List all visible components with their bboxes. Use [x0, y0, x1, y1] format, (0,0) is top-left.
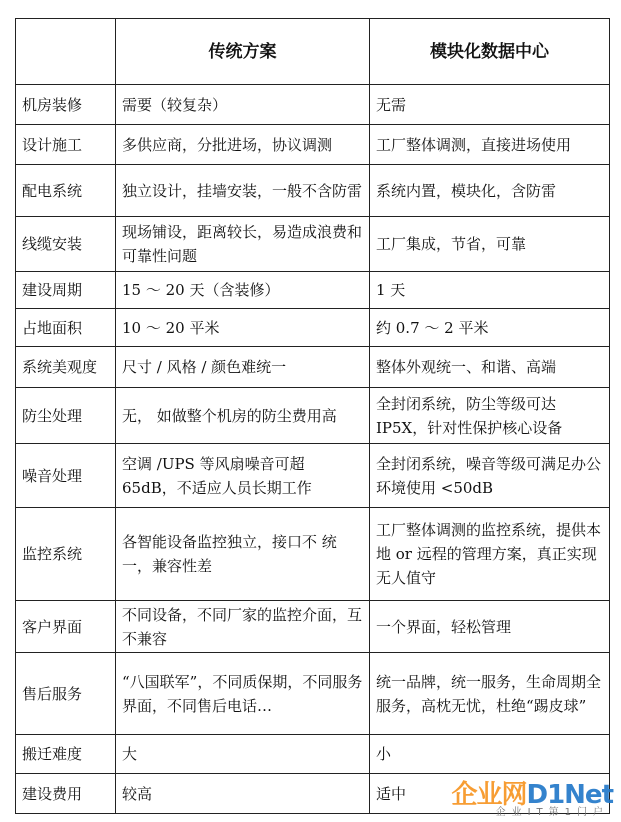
traditional-cell: 各智能设备监控独立，接口不 统一，兼容性差 — [116, 508, 370, 601]
modular-cell: 工厂整体调测的监控系统，提供本地 or 远程的管理方案，真正实现无人值守 — [370, 508, 610, 601]
table-row — [16, 735, 610, 774]
table-row — [16, 444, 610, 508]
table-row — [16, 508, 610, 601]
row-label: 配电系统 — [16, 165, 116, 217]
traditional-cell: 不同设备，不同厂家的监控介面，互不兼容 — [116, 601, 370, 653]
row-label: 防尘处理 — [16, 388, 116, 444]
traditional-cell: 需要（较复杂） — [116, 85, 370, 125]
row-label: 搬迁难度 — [16, 735, 116, 774]
table-row — [16, 165, 610, 217]
traditional-cell: 10 ～ 20 平米 — [116, 309, 370, 347]
table-row — [16, 309, 610, 347]
traditional-cell: 无， 如做整个机房的防尘费用高 — [116, 388, 370, 444]
header-cell: 模块化数据中心 — [370, 19, 610, 85]
traditional-cell: 独立设计，挂墙安装，一般不含防雷 — [116, 165, 370, 217]
modular-cell: 工厂整体调测，直接进场使用 — [370, 125, 610, 165]
row-label: 系统美观度 — [16, 347, 116, 388]
traditional-cell: 尺寸 / 风格 / 颜色难统一 — [116, 347, 370, 388]
row-label: 监控系统 — [16, 508, 116, 601]
modular-cell: 统一品牌，统一服务，生命周期全服务，高枕无忧，杜绝“踢皮球” — [370, 653, 610, 735]
watermark-brand-a: 企业网 — [451, 780, 527, 810]
table-row — [16, 125, 610, 165]
modular-cell: 无需 — [370, 85, 610, 125]
row-label: 设计施工 — [16, 125, 116, 165]
watermark-brand-b: D1Net — [526, 780, 613, 810]
traditional-cell: 多供应商，分批进场，协议调测 — [116, 125, 370, 165]
comparison-table — [15, 18, 610, 814]
traditional-cell: 空调 /UPS 等风扇噪音可超 65dB，不适应人员长期工作 — [116, 444, 370, 508]
table-row — [16, 347, 610, 388]
watermark-tagline: 企业IT第1门户 — [495, 807, 609, 818]
header-cell: 传统方案 — [116, 19, 370, 85]
modular-cell: 1 天 — [370, 272, 610, 309]
traditional-cell: “八国联军”，不同质保期，不同服务界面，不同售后电话… — [116, 653, 370, 735]
modular-cell: 全封闭系统，防尘等级可达 IP5X，针对性保护核心设备 — [370, 388, 610, 444]
table-row — [16, 217, 610, 272]
row-label: 建设费用 — [16, 774, 116, 814]
header-row — [16, 19, 610, 85]
traditional-cell: 较高 — [116, 774, 370, 814]
table-row — [16, 653, 610, 735]
table-row — [16, 388, 610, 444]
row-label: 客户界面 — [16, 601, 116, 653]
site-watermark — [443, 774, 613, 818]
modular-cell: 一个界面，轻松管理 — [370, 601, 610, 653]
row-label: 建设周期 — [16, 272, 116, 309]
row-label: 噪音处理 — [16, 444, 116, 508]
row-label: 机房装修 — [16, 85, 116, 125]
row-label: 占地面积 — [16, 309, 116, 347]
modular-cell: 系统内置，模块化，含防雷 — [370, 165, 610, 217]
row-label: 线缆安装 — [16, 217, 116, 272]
modular-cell: 全封闭系统，噪音等级可满足办公环境使用 <50dB — [370, 444, 610, 508]
table-row — [16, 85, 610, 125]
table-row — [16, 272, 610, 309]
traditional-cell: 大 — [116, 735, 370, 774]
modular-cell: 适中 — [370, 774, 610, 814]
traditional-cell: 15 ～ 20 天（含装修） — [116, 272, 370, 309]
modular-cell: 约 0.7 ～ 2 平米 — [370, 309, 610, 347]
header-cell — [16, 19, 116, 85]
row-label: 售后服务 — [16, 653, 116, 735]
table-row — [16, 601, 610, 653]
modular-cell: 整体外观统一、和谐、高端 — [370, 347, 610, 388]
modular-cell: 工厂集成，节省，可靠 — [370, 217, 610, 272]
traditional-cell: 现场铺设，距离较长，易造成浪费和可靠性问题 — [116, 217, 370, 272]
modular-cell: 小 — [370, 735, 610, 774]
